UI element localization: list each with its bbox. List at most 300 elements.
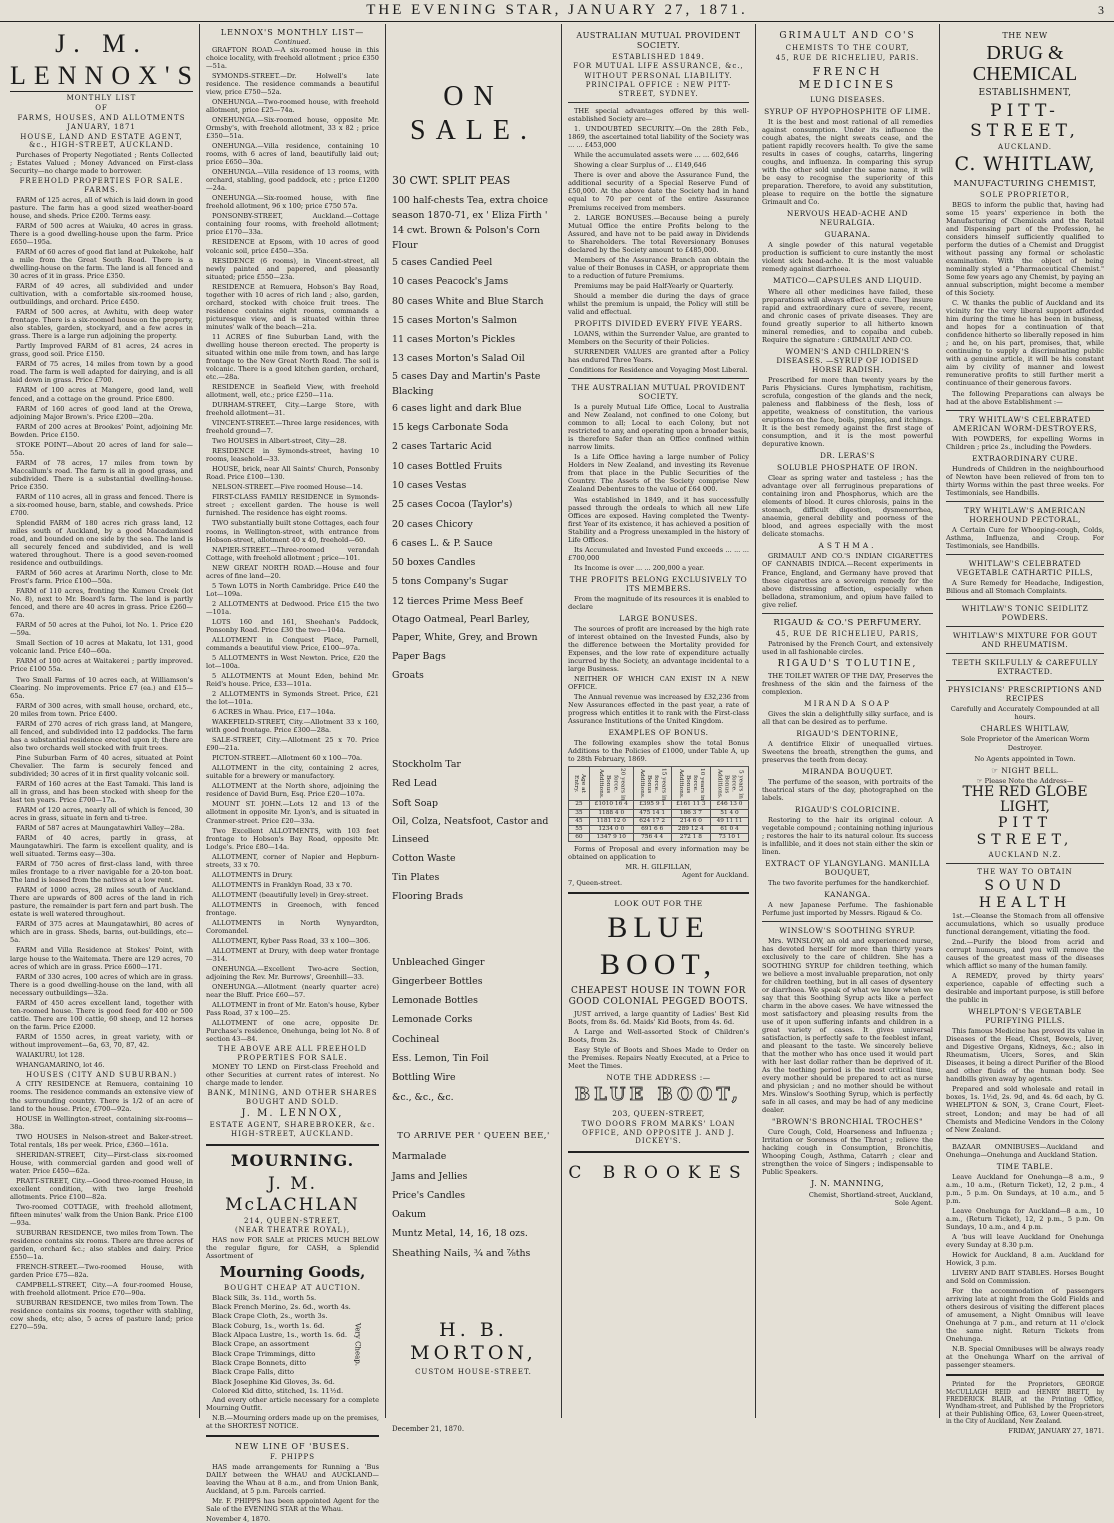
lennox-sub1: MONTHLY LIST [66, 94, 137, 103]
table-cell: 475 14 1 [633, 809, 671, 817]
bouquet-heading: MIRANDA BOUQUET. [801, 766, 894, 776]
mourning-list-block [206, 1294, 379, 1396]
divider [946, 626, 1104, 627]
list-item: Jams and Jellies [392, 1170, 468, 1182]
rigaud-paragraph: Gives the skin a delightfully silky surface, and is all that can be desired as to perfume. [762, 709, 933, 726]
time-table-entry: A 'bus will leave Auckland for Onehunga every Sunday at 8.30 p.m. [946, 1232, 1104, 1249]
list-item: ALLOTMENT at Drury, with deep water frontage—314. [206, 946, 379, 963]
list-item: CAMPBELL-STREET, City.—A four-roomed House, with freehold allotment. Price £70—90a. [10, 1281, 193, 1298]
amps-sub: FOR MUTUAL LIFE ASSURANCE, &c., [573, 62, 744, 71]
list-item: 12 tierces Prime Mess Beef [392, 595, 523, 607]
whitlaw-paragraph: C. W. thanks the public of Auckland and its vicinity for the very liberal support afforded him during the time he has been in business, and hopes for a continuation of that confidence hitherto so liberally reposed in him ; and he, on his part, promises, that, while continuing to supply a discriminating public with a genuine article, it will be his constant aim by civility of manner and lowest remunerative profits to still further merit a continuance of their generous favors. [946, 299, 1104, 388]
list-item: 5 cases Day and Martin's Paste Blacking [392, 370, 541, 397]
amps-paragraph: Is a purely Mutual Life Office, Local to Australia and New Zealand, not confined to one Colony, but common to all; Local to each Colony, but not restricted to any, and operating upon a broader basis, is therefore Safer than an Office confined within narrow limits. [568, 403, 749, 452]
mourning-list [206, 1294, 351, 1396]
rigaud-paragraph: Patronised by the French Court, and extensively used in all fashionable circles. [762, 639, 933, 656]
list-item: SHERIDAN-STREET, City—First-class six-roomed House, with commercial garden and good well of water. Price £450—62a. [10, 1150, 193, 1175]
list-item: FIRST-CLASS FAMILY RESIDENCE in Symonds-street ; excellent garden. The house is well furnished. The residence has eight rooms. [206, 493, 379, 518]
night-bell-label: NIGHT BELL. [1001, 765, 1059, 775]
list-item: 10 cases Bottled Fruits [392, 460, 503, 472]
divider [206, 1435, 379, 1437]
time-table-entry: Howick for Auckland, 8 a.m. Auckland for Howick, 3 p.m. [946, 1250, 1104, 1267]
table-cell: 61 0 4 [711, 825, 749, 833]
brown-paragraph: Cure Cough, Cold, Hoarseness and Influenza ; Irritation or Soreness of the Throat ; relieve the hacking cough in Consumption, Bronchitis, Whooping Cough, Asthma, Catarrh ; clear and strengthen the voice of Singers ; indispensable to Public Speakers. [762, 1128, 933, 1177]
buses-date: November 4, 1870. [206, 1514, 271, 1523]
sole-proprietor: SOLE PROPRIETOR, [980, 191, 1070, 200]
list-item: FARM of 100 acres at Waitakerei ; partly improved. Price £100 55a. [10, 657, 193, 674]
grimault-heading: GRIMAULT AND CO'S [779, 31, 916, 41]
buses-heading: NEW LINE OF 'BUSES. [235, 1442, 350, 1452]
divider [946, 501, 1104, 502]
red-globe-heading: THE RED GLOBE LIGHT, [962, 783, 1088, 816]
rigaud-paragraph: The perfume of the season, with portraits of the theatrical stars of the day, photographed on the labels. [762, 777, 933, 802]
brookes-heading: C BROOKES [568, 1162, 749, 1183]
list-item: ALLOTMENTS in North Wynyardton, Coromandel. [206, 918, 379, 935]
list-item: FARM of 750 acres of first-class land, with three miles frontage to a river navigable for a 20-ton boat. The land is leased from the natives at a low rent. [10, 860, 193, 885]
winslow-paragraph: Mrs. WINSLOW, an old and experienced nurse, has devoted herself for more than thirty years exclusively to the care of children. She has a SOOTHING SYRUP for children teething, which we believe a most invaluable preparation, not only for children teething, but in all cases of dysentery or diarrhoea. We speak of what we know when we say that this Soothing Syrup acts like a perfect charm in the above cases. We have witnessed the most satisfactory and pleasing results from the use of it upon suffering infants and children in a great variety of cases. It gives universal satisfaction, is perfectly safe to the feeblest infant, and pleasant to the taste. We sincerely believe that the mother who has once used it would part with her last dollar rather than be deprived of it. As the teething period is the most critical time, every mother should be prepared to act as nurse and physician ; and no mother should be without Mrs. Winslow's Soothing Syrup, which is perfectly safe in all cases, and may be had of any medicine dealer. [762, 937, 933, 1115]
amps-paragraph: The following examples show the total Bonus Additions to the Policies of £1000, under Table A, up to 28th February, 1869. [568, 739, 749, 764]
health-paragraph: This famous Medicine has proved its value in Diseases of the Head, Chest, Bowels, Liver, and Digestive Organs, Kidneys, &c.; also in Rheumatism, Ulcers, Sores, and Skin Diseases, it being a direct Purifier of the Blood and other fluids of the human body. See handbills given away by agents. [946, 1027, 1104, 1084]
list-item: DURHAM-STREET, City.—Large Store, with freehold allotment—31. [206, 401, 379, 418]
list-item: Splendid FARM of 180 acres rich grass land, 12 miles south of Auckland, by a good Macadamised road, and bounded on one side by the sea. The land is all securely fenced and subdivided, and is well watered throughout. There is a good seven-roomed residence and outbuildings. [10, 518, 193, 568]
mourning-outfit: And every other article necessary for a complete Mourning Outfit. [206, 1396, 379, 1413]
divider [946, 554, 1104, 555]
list-item: Black Josephine Kid Gloves, 3s. 6d. [212, 1377, 335, 1386]
list-item: 15 kegs Carbonate Soda [392, 422, 509, 434]
pitt-street-heading: PITT-STREET, [970, 100, 1080, 142]
divider [946, 653, 1104, 654]
health-paragraph: 2nd.—Purify the blood from acrid and corrupt humours, and you will remove the causes of the greatest mass of the diseases which afflict so many of the human family. [946, 937, 1104, 970]
lennox-intro: Purchases of Property Negotiated ; Rents Collected ; Estates Valued ; Money Advanced on First-class Security—no charge made to borrower. [10, 150, 193, 175]
table-row [569, 809, 749, 817]
mourning-nb: N.B.—Mourning orders made up on the premises, at the SHORTEST NOTICE. [206, 1414, 379, 1431]
health-paragraph: A REMEDY, proved by thirty years' experience, capable of effecting such a desirable and important purpose, is still before the public in [946, 972, 1104, 1005]
list-item: Marmalade [392, 1151, 447, 1163]
manning-name: J. N. MANNING, [810, 1179, 885, 1189]
examples-heading: EXAMPLES OF BONUS. [608, 728, 709, 738]
whitlaw-paragraph: A Certain Cure for Whooping-cough, Colds, Asthma, Influenza, and Croup. For Testimonials, see Handbills. [946, 525, 1104, 550]
table-cell: 272 1 8 [671, 833, 710, 841]
health-paragraph: 1st.—Cleanse the Stomach from all offensive accumulations, which so usually produce functional derangement, vitiating the food. [946, 911, 1104, 936]
gout-heading: WHITLAW'S MIXTURE FOR GOUT AND RHEUMATISM. [952, 631, 1098, 650]
table-cell: 49 11 11 [711, 817, 749, 825]
list-item: RESIDENCE at Epsom, with 10 acres of good volcanic soil, price £450—35a. [206, 238, 379, 255]
amps-paragraph: Its Income is over ... ... 200,000 a year. [574, 563, 705, 572]
leras-subheading: SOLUBLE PHOSPHATE OF IRON. [777, 463, 918, 473]
list-item: SUBURBAN RESIDENCE, two miles from Town. The residence contains six rooms. There are three acres of garden, orchard &c.; also stables and dairy. Price £550—1a. [10, 1228, 193, 1262]
list-item: NAPIER-STREET.—Three-roomed verandah Cottage, with freehold allotment ; price—101. [206, 545, 379, 562]
columns [4, 24, 1110, 1523]
blue-boot-title: BLUE BOOT, [600, 910, 717, 981]
amps-paragraph: Is a Life Office having a large number of Policy Holders in New Zealand, and investing its Revenue from that place in the Public Securities of the Country. The Assets of the Society comprise New Zealand Debentures to the value of £64 000. [568, 453, 749, 494]
list-item: SALE-STREET, City.—Allotment 25 x 70. Price £90—21a. [206, 736, 379, 753]
lennox-agent: HOUSE, LAND AND ESTATE AGENT, &c., HIGH-STREET, AUCKLAND. [20, 132, 183, 150]
large-bonuses: LARGE BONUSES. [619, 613, 698, 623]
divider [568, 1151, 749, 1153]
amps-office: PRINCIPAL OFFICE : NEW PITT-STREET, SYDNEY. [585, 81, 732, 98]
list-item: FARM of 49 acres, all subdivided and under cultivation, with a comfortable six-roomed house, outbuildings, and orchard. Price £450. [10, 282, 193, 307]
leras-heading: DR. LERAS'S [819, 451, 876, 461]
list-item: 80 cases White and Blue Starch [392, 295, 544, 307]
list-item: ALLOTMENT in Conquest Place, Parnell, commands a beautiful view. Price, £100—97a. [206, 635, 379, 652]
kananga-heading: KANANGA. [824, 890, 871, 900]
list-item: Cochineal [392, 1033, 440, 1045]
table-header: 5 years in force. Bonus Additions. [711, 767, 749, 801]
auckland-label: AUCKLAND. [998, 143, 1052, 152]
on-sale-date: December 21, 1870. [392, 1424, 465, 1433]
list-item: Two Small Farms of 10 acres each, at Williamson's Clearing. No improvements. Price £7 (ea.) and £15—65a. [10, 675, 193, 700]
list-item: HOUSE in Wellington-street, containing six-rooms—38a. [10, 1114, 193, 1131]
table-cell: 1347 9 10 [589, 833, 633, 841]
divider [568, 892, 749, 894]
list-item: FARM of 100 acres at Mangere, good land, well fenced, and a cottage on the ground. Price £800. [10, 386, 193, 403]
list-item: Lemonade Bottles [392, 995, 478, 1007]
table-row [569, 801, 749, 809]
table-cell: 55 [569, 825, 590, 833]
rigaud-paragraph: THE TOILET WATER OF THE DAY, Preserves the freshness of the skin and the fairness of the complexion. [762, 671, 933, 696]
amps-established: ESTABLISHED 1849. [612, 52, 705, 61]
very-cheap-label: Very Cheap. [353, 1323, 362, 1367]
amps-paragraph: Should a member die during the days of grace whilst the premium is unpaid, the Policy will still be valid and effectual. [568, 291, 749, 316]
list-item: TWO HOUSES in Nelson-street and Baker-street. Total rentals, 18s per week. Price, £360—161a. [10, 1132, 193, 1149]
list-item: Tin Plates [392, 872, 440, 884]
bonus-table [568, 766, 749, 841]
guarana-heading: GUARANA. [824, 230, 871, 240]
list-item: FARM of 270 acres of rich grass land, at Mangere, all fenced, and subdivided into 12 paddocks. The farm has a substantial residence erected upon it; there are also two orchards well stocked with fruit trees. [10, 719, 193, 752]
table-cell: 25 [569, 801, 590, 809]
whitlaw-paragraph: The following Preparations can always be had at the above Establishment :— [946, 389, 1104, 406]
list-item: 5 tons Company's Sugar [392, 576, 508, 588]
divider [762, 921, 933, 922]
bought-cheap: BOUGHT CHEAP AT AUCTION. [223, 1284, 361, 1293]
list-item: FARM of 560 acres at Ararimu North, close to Mr. Frost's farm. Price £100—50a. [10, 569, 193, 586]
list-item: FARM of 78 acres, 17 miles from town by Maccallum's road. The farm is all in good grass, and subdivided. There is a substantial dwelling-house. Price £350. [10, 458, 193, 491]
list-item: PRATT-STREET, City.—Good three-roomed House, in excellent condition, with two large freehold allotments. Price £100—82a. [10, 1176, 193, 1201]
time-table-heading: TIME TABLE. [996, 1161, 1054, 1171]
list-item: 5 ALLOTMENTS at Mount Eden, behind Mr. Reid's house. Price, £33—101a. [206, 672, 379, 689]
list-item: WAIAKURU, lot 128. [16, 1050, 85, 1059]
table-cell: £1010 16 4 [589, 801, 633, 809]
list-item: Soft Soap [392, 797, 438, 809]
list-item: FRENCH-STREET.—Two-roomed House, with garden Price £75—82a. [10, 1263, 193, 1280]
shares-note: BANK, MINING, AND OTHER SHARES BOUGHT AND SOLD. [207, 1089, 378, 1106]
table-cell: 214 6 0 [671, 817, 710, 825]
amps-paragraph: LOANS, within the Surrender Value, are granted to Members on the Security of their Policies. [568, 329, 749, 346]
profits-members: THE PROFITS BELONG EXCLUSIVELY TO ITS MEMBERS. [569, 574, 748, 593]
coloricine-heading: RIGAUD'S COLORICINE. [794, 805, 901, 815]
amps-paragraph: Its Accumulated and Invested Fund exceeds ... ... ... £700,000 [568, 545, 749, 562]
morton-address: CUSTOM HOUSE-STREET. [415, 1368, 532, 1377]
table-cell: £161 11 3 [671, 801, 710, 809]
charles-whitlaw: CHARLES WHITLAW, [980, 724, 1070, 734]
nervous-heading: NERVOUS HEAD-ACHE AND NEURALGIA. [786, 209, 909, 228]
masthead-title: THE EVENING STAR, JANUARY 27, 1871. [366, 2, 748, 18]
list-item: PONSONBY-STREET, Auckland.—Cottage containing four rooms, with freehold allotment; price £170—33a. [206, 212, 379, 237]
table-row [569, 817, 749, 825]
mclachlan-intro: HAS now FOR SALE at PRICES MUCH BELOW the regular figure, for CASH, a Splendid Assortment of [206, 1235, 379, 1260]
lennox-date: JANUARY, 1871 [67, 123, 136, 132]
list-item: Cotton Waste [392, 852, 456, 864]
list-item: Stockholm Tar [392, 759, 461, 771]
worm-destroyer-heading: TRY WHITLAW'S CELEBRATED AMERICAN WORM-DESTROYERS, [952, 414, 1098, 433]
list-item: Bottling Wire [392, 1072, 456, 1084]
list-item: RESIDENCE in Seafield View, with freehold allotment, well, etc.; price £250—11a. [206, 383, 379, 400]
amps-paragraph: NEITHER OF WHICH CAN EXIST IN A NEW OFFICE. [568, 675, 749, 692]
table-cell: 186 3 7 [671, 809, 710, 817]
table-header: 20 years in force. Bonus Additions. [589, 767, 633, 801]
table-header: 15 years in force. Bonus Additions. [633, 767, 671, 801]
list-item: ONEHUNGA.—Excellent Two-acre Section, adjoining the Rev. Mr. Burrows', Greenhill—33. [206, 965, 379, 982]
list-item: ALLOTMENTS in Franklyn Road, 33 x 70. [212, 880, 353, 889]
lennox-sub2: OF [95, 103, 108, 112]
amps-paragraph: Premiums may be paid Half-Yearly or Quarterly. [574, 281, 734, 290]
table-cell: 1234 0 0 [589, 825, 633, 833]
spacer [392, 1107, 555, 1125]
list-item: FARM of 500 acres at Waiuku, 40 acres in grass. There is a good dwelling-house upon the farm. Price £650—195a. [10, 221, 193, 246]
list-item: FARM of 500 acres, at Awhitu, with deep water frontage. There is a six-roomed house on the property, also stables, garden, stockyard, and a few acres in grass. There is a large run adjoining the property. [10, 308, 193, 341]
amps-paragraph: There is over and above the Assurance Fund, the additional security of a Special Reserve Fund of £50,000. At the above date the Society had in hand equal to 70 per cent of the entire Assurance Premiums received from members. [568, 171, 749, 212]
asthma-heading: ASTHMA. [818, 541, 877, 551]
divider [946, 863, 1104, 864]
conditions: Conditions for Residence and Voyaging Most Liberal. [569, 366, 748, 375]
buses-text: HAS made arrangements for Running a 'Bus DAILY between the WHAU and AUCKLAND—leaving the Whau at 8 a.m., and from Union Bank, Auckland, at 5 p.m. Parcels carried. [206, 1462, 379, 1495]
table-cell: 51 4 0 [711, 809, 749, 817]
list-item: ALLOTMENT (beautifully level) in Grey-street. [212, 890, 369, 899]
column-lennox-list [4, 24, 200, 1418]
list-item: SYMONDS-STREET.—Dr. Holwell's late residence. The residence commands a beautiful view, price £750—52a. [206, 71, 379, 96]
list-item: FARM of 330 acres, 100 acres of which are in grass. There is a good dwelling-house on the land, with all necessary outbuildings—32a. [10, 972, 193, 997]
whitlaw-paragraph: A Sure Remedy for Headache, Indigestion, Bilious and all Stomach Complaints. [946, 579, 1104, 596]
list-item: 5 ALLOTMENTS in West Newton. Price, £20 the lot—100a. [206, 653, 379, 670]
list-item: RESIDENCE in Symonds-street, having 10 rooms, leasehold—33. [206, 447, 379, 464]
list-item: FARM of 587 acres at Maungatawhiri Valley—28a. [16, 824, 185, 833]
amps-paragraph: Members of the Assurance Branch can obtain the value of their Bonuses in CASH, or appropriate them to a reduction of future Premiums. [568, 255, 749, 280]
pitt-street-2: PITT STREET, [976, 815, 1074, 849]
time-table-entry: N.B. Special Omnibuses will be always ready at the Onehunga Wharf on the arrival of passenger steamers. [946, 1345, 1104, 1370]
lennox-continued-heading: LENNOX'S MONTHLY LIST— [220, 28, 365, 37]
list-item: 2 cases Tartaric Acid [392, 441, 492, 453]
houses-heading: HOUSES (CITY AND SUBURBAN.) [26, 1070, 177, 1079]
blue-boot-outline: BLUE BOOT, [574, 1084, 743, 1106]
list-item: 50 boxes Candles [392, 557, 476, 569]
column-lennox-continued [200, 24, 386, 1523]
list-item: ALLOTMENTS in Greenoch, with fenced frontage. [206, 900, 379, 917]
list-item: Black Crape Trimmings, ditto [212, 1349, 316, 1358]
list-item: ONEHUNGA.—Villa residence of 13 rooms, with orchard, stabling, good paddock, etc ; price £1200—24a. [206, 168, 379, 193]
list-item: 25 cases Cocoa (Taylor's) [392, 499, 513, 511]
table-row [569, 825, 749, 833]
list-item: Black Silk, 3s. 11d., worth 5s. [212, 1293, 317, 1302]
phipps-name: F. PHIPPS [269, 1453, 315, 1462]
list-item: 100 half-chests Tea, extra choice season 1870-71, ex ' Eliza Firth ' [392, 194, 549, 221]
list-item: Black Alpaca Lustre, 1s., worth 1s. 6d. [212, 1330, 348, 1339]
list-item: SUBURBAN RESIDENCE, two miles from Town. The residence contains six rooms, together with stabling, cow sheds, etc; also, 5 acres of pasture land; price £270—59a. [10, 1299, 193, 1332]
amps-paragraph: The sources of profit are increased by the high rate of interest obtained on the Invested Funds, also by the difference between the Mortality provided for Expenses, and the low rate of expenditure actually incurred by the Society, an advantage incidental to a large Business. [568, 624, 749, 674]
table-cell: 1188 4 0 [589, 809, 633, 817]
amps-paragraph: Forms of Proposal and every information may be obtained on application to [568, 844, 749, 861]
list-item: PICTON-STREET.—Allotment 60 x 100—70a. [212, 754, 363, 763]
blue-boot-address: 203, QUEEN-STREET, [612, 1109, 705, 1119]
list-item: FARM of 50 acres at the Puhoi, lot No. 1. Price £20 —59a. [10, 621, 193, 638]
list-item: ALLOTMENT in front of Mr. Eaton's house, Kyber Pass Road, 37 x 100—25. [206, 1001, 379, 1018]
whitlaw-paragraph: BEGS to inform the public that, having had some 15 years' experience in both the Manufacturing of Chemicals and the Retail and Dispensing part of the Profession, he considers himself sufficiently qualified to perform the duties of a Chemist and Druggist without passing any formal or scholastic examination. With the object of being nominally styled a "Pharmaceutical Chemist." Some few years ago any Chemist, by paying an annual subscription, might become a member of this Society. [946, 200, 1104, 298]
list-item: NEW GREAT NORTH ROAD.—House and four acres of fine land—20. [206, 563, 379, 580]
list-item: ONEHUNGA.—Allotment (nearly quarter acre) near the Bluff. Price £60—57. [206, 983, 379, 1000]
whitlaw-paragraph: Hundreds of Children in the neighbourhood of Newton have been relieved of from ten to thirty Worms within the past three weeks. For Testimonials, see Handbills. [946, 464, 1104, 497]
list-item: ONEHUNGA.—Six-roomed house, with fine freehold allotment, 96 x 100; price £750 57a. [206, 194, 379, 211]
list-item: 5 Town LOTS in North Cambridge. Price £40 the Lot—109a. [206, 581, 379, 598]
grimault-paragraph: Clear as spring water and tasteless ; has the advantage over all ferruginous preparations of containing iron and Phosphorus, which are the elements of blood. It cures chlorosis, pains in the stomach, difficult digestion, dysmenorrhea, anaemia, general debility and poorness of the blood, and agrees especially with the most delicate stomachs. [762, 474, 933, 539]
divider [946, 410, 1104, 411]
table-header: 10 years in force. Bonus Additions. [671, 767, 710, 801]
farms-heading: FARMS. [84, 186, 119, 195]
column-amps [562, 24, 756, 1418]
list-item: Muntz Metal, 14, 16, 18 ozs. [392, 1228, 528, 1240]
list-item: ONEHUNGA.—Villa residence, containing 10 rooms, with 6 acres of land, beautifully laid out; price £650—30a. [206, 142, 379, 167]
bazaar-heading: BAZAAR OMNIBUSES—Auckland and Onehunga—Onehunga and Auckland Station. [946, 1142, 1104, 1159]
list-item: RESIDENCE (6 rooms), in Vincent-street, all newly painted and papered, and pleasantly situated; price £550—23a. [206, 256, 379, 281]
lookout-heading: LOOK OUT FOR THE [614, 898, 703, 908]
table-cell: £46 13 0 [711, 801, 749, 809]
list-item: GRAFTON ROAD.—A six-roomed house in this choice locality, with freehold allotment ; price £350—51a. [206, 45, 379, 70]
agent-title: Agent for Auckland. [682, 870, 749, 879]
amps-sub2: WITHOUT PERSONAL LIABILITY. [584, 71, 733, 80]
rigaud-address: 45, RUE DE RICHELIEU, PARIS, [775, 630, 920, 639]
list-item: WAKEFIELD-STREET, City.—Allotment 33 x 160, with good frontage. Price £300—28a. [206, 718, 379, 735]
morton-name: H. B. MORTON, [410, 1318, 537, 1365]
prescriptions-text: Carefully and Accurately Compounded at all hours. [950, 705, 1100, 722]
pointing-hand-icon: ☞ [976, 776, 985, 785]
grimault-paragraph: GRIMAULT AND CO.'S INDIAN CIGARETTES OF CANNABIS INDICA.—Recent experiments in France, England, and Germany have proved that these cigarettes are a sovereign remedy for the above distressing affection, especially when belladona, stramonium, and opium have failed to give relief. [762, 552, 933, 609]
way-to-obtain: THE WAY TO OBTAIN [977, 868, 1073, 877]
list-item: FARM of 160 acres of good land at the Orewa, adjoining Major Brown's. Price £200—20a. [10, 404, 193, 421]
list-item: FARM of 110 acres, fronting the Kumeu Creek (lot No. 8), next to Mr. Board's farm. The land is partly fenced, and there are 40 acres in grass. Price £260—67a. [10, 587, 193, 620]
tolutine-heading: RIGAUD'S TOLUTINE, [777, 658, 918, 669]
mclachlan-name: J. M. McLACHLAN [225, 1174, 360, 1215]
on-sale-heading: ON SALE. [410, 81, 537, 147]
grimault-paragraph: A single powder of this natural vegetable production is sufficient to cure instantly the most violent sick head-ache. It is the most valuable remedy against diarrhoea. [762, 241, 933, 274]
blue-boot-paragraph: A Large and Well-assorted Stock of Children's Boots, from 2s. [568, 1028, 749, 1045]
buses-agent: Mr. F. PHIPPS has been appointed Agent for the Sale of the EVENING STAR at the Whau. [206, 1496, 379, 1513]
imprint-date: FRIDAY, JANUARY 27, 1871. [1008, 1427, 1104, 1436]
spacer [392, 685, 555, 755]
lung-heading: LUNG DISEASES. [810, 94, 885, 104]
list-item: Two HOUSES in Albert-street, City—28. [212, 437, 347, 446]
manufacturing-chemist: MANUFACTURING CHEMIST, [953, 178, 1097, 189]
syrup-heading: SYRUP OF HYPOPHOSPHITE OF LIME. [764, 106, 931, 116]
list-item: FARM of 120 acres, nearly all of which is fenced, 30 acres in grass, situate in fern and ti-tree. [10, 805, 193, 822]
goods-list [392, 170, 555, 685]
table-cell: 289 12 4 [671, 825, 710, 833]
table-cell: £395 9 1 [633, 801, 671, 809]
time-table-entry: Leave Auckland for Onehunga—8 a.m., 9 a.m., 10 a.m., (Return Ticket), 12, 2 p.m., 4 p.m., 5 p.m. On Sundays, at 10 a.m., and 5 p.m. [946, 1172, 1104, 1205]
table-cell: 60 [569, 833, 590, 841]
list-item: 10 cases Peacock's Jams [392, 276, 509, 288]
list-item: 14 cwt. Brown & Polson's Corn Flour [392, 224, 541, 251]
divider [946, 599, 1104, 600]
list-item: 30 CWT. SPLIT PEAS [392, 174, 511, 188]
agent-name: MR. H. GILFILLAN, [625, 862, 692, 871]
amps-paragraph: SURRENDER VALUES are granted after a Policy has endured Three Years. [568, 348, 749, 365]
list-item: FARM of 1000 acres, 28 miles south of Auckland. There are upwards of 800 acres of the land in rich pasture, the remainder is part fern and part bush. The estate is well watered throughout. [10, 886, 193, 919]
extraordinary-cure: EXTRAORDINARY CURE. [971, 453, 1079, 463]
list-item: FARM of 450 acres excellent land, together with ten-roomed house. There is good feed for 400 or 500 cattle. There are 100 cattle, 60 sheep, and 12 horses on the farm. Price £2000. [10, 998, 193, 1031]
french-medicines: FRENCH MEDICINES [798, 65, 897, 92]
list-item: FARM of 110 acres, all in grass and fenced. There is a six-roomed house, barn, stable, and cowsheds. Price £700. [10, 492, 193, 517]
health-paragraph: Prepared and sold wholesale and retail in boxes, 1s. 1½d, 2s. 9d, and 4s. 6d each, by G. WHELPTON & SON, 3, Crane Court, Fleet-street, London; and may be had of all Chemists and Medicine Vendors in the Colony of New Zealand. [946, 1085, 1104, 1134]
list-item: ALLOTMENTS in Drury. [212, 870, 293, 879]
amps-heading: AUSTRALIAN MUTUAL PROVIDENT SOCIETY. [576, 31, 741, 50]
mourning-goods-heading: Mourning Goods, [219, 1262, 366, 1281]
list-item: Two-roomed COTTAGE, with freehold allotment, fifteen minutes' walk from the Union Bank. Price £100—93a. [10, 1202, 193, 1227]
list-item: 6 cases L. & P. Sauce [392, 537, 493, 549]
table-cell: 691 6 6 [633, 825, 671, 833]
divider [946, 1374, 1104, 1376]
table-header: Age at Entry. [569, 767, 590, 801]
grimault-paragraph: It is the best and most rational of all remedies against consumption. Under its influence the cough abates, the night sweats cease, and the patient rapidly recovers health. To give the same results in cases of coughs, catarrhs, lingering coughs, and influenza. In comparing this syrup with the other sold under the same name, it will be easy to recognise the superiority of this preparation. Therefore, to avoid any substitution, please to require on the bottle the signature Grimault and Co. [762, 117, 933, 207]
list-item: FARM of 1550 acres, in great variety, with or without improvement—6a, 63, 70, 87, 42. [10, 1032, 193, 1049]
list-item: Otago Oatmeal, Pearl Barley, Paper, White, Grey, and Brown [392, 613, 538, 643]
list-item: Paper Bags [392, 650, 446, 662]
list-item: NELSON-STREET.—Five roomed House—14. [212, 483, 363, 492]
amps-paragraph: The Annual revenue was increased by £32,236 from New Assurances effected in the past year, a rate of progress which entitles it to rank with the First-class Assurance Institutions of the United Kingdom. [568, 693, 749, 726]
amps-paragraph: While the accumulated assets were ... ... 602,646 [574, 151, 739, 160]
list-item: Two Excellent ALLOTMENTS, with 103 feet frontage to Hobson's Bay Road, opposite Mr. Lodge's. Price £80—14a. [206, 826, 379, 851]
table-cell: 1181 12 0 [589, 817, 633, 825]
list-item: 20 cases Chicory [392, 518, 473, 530]
amps-paragraph: THE special advantages offered by this well-established Society are— [568, 107, 749, 124]
mclachlan-near: (NEAR THEATRE ROYAL), [234, 1226, 351, 1235]
list-item: FARM of 125 acres, all of which is laid down in good pasture. The farm has a good sized weather-board house, and sheds. Price £200. Terms easy. [10, 195, 193, 220]
list-item: Groats [392, 669, 424, 681]
rigaud-paragraph: A new Japanese Perfume. The fashionable Perfume just imported by Messrs. Rigaud & Co. [762, 901, 933, 918]
list-item: Black Crape Bonnets, ditto [212, 1358, 307, 1367]
seidlitz-heading: WHITLAW'S TONIC SEIDLITZ POWDERS. [961, 604, 1089, 623]
list-item: FARM and Villa Residence at Stokes' Point, with large house to the Waitemata. There are 129 acres, 70 acres of which are in grass. Price £600—171. [10, 946, 193, 971]
list-item: ALLOTMENT at the North shore, adjoining the residence of David Burn, Esq. Price £20—107a. [206, 782, 379, 799]
list-item: ONEHUNGA.—Two-roomed house, with freehold allotment, price £25—74a. [206, 97, 379, 114]
table-cell: 45 [569, 817, 590, 825]
prescriptions-heading: PHYSICIANS' PRESCRIPTIONS AND RECIPES [947, 685, 1103, 704]
sound-health-heading: SOUND HEALTH [978, 877, 1072, 911]
divider [206, 1144, 379, 1146]
list-item: RESIDENCE at Remuera, Hobson's Bay Road, together with 10 acres of rich land ; also, garden, orchard, stocked with choice fruit trees. The residence contains eight rooms, commands a picturesque view, and is situated within three minutes' walk of the beach—21a. [206, 282, 379, 331]
amps-paragraph: 1. UNDOUBTED SECURITY.—On the 28th Feb., 1869, the ascertained total liability of the Society was ... ... £453,000 [568, 125, 749, 150]
table-cell: 756 4 4 [633, 833, 671, 841]
list-item: FARM of 300 acres, with small house, orchard, etc., 20 miles from town. Price £400. [10, 701, 193, 718]
time-table-entry: Leave Onehunga for Auckland—8 a.m., 10 a.m., (Return Ticket), 12, 2 p.m., 5 p.m. On Sundays, 10 a.m., and 4 p.m. [946, 1206, 1104, 1231]
arrive-heading: TO ARRIVE PER ' QUEEN BEE,' [397, 1130, 550, 1141]
list-item: TWO substantially built stone Cottages, each four rooms, in Wellington-street, with entrance from Hobson-street, allotment 40 x 40, freehold—60. [206, 519, 379, 544]
list-item: ALLOTMENT, corner of Napier and Hepburn-streets, 33 x 70. [206, 852, 379, 869]
manning-title: Chemist, Shortland-street, Auckland, [808, 1191, 933, 1200]
list-item: LOTS 160 and 161, Sheehan's Paddock, Ponsonby Road. Price £30 the two—104a. [206, 617, 379, 634]
list-item: 11 cases Morton's Pickles [392, 334, 516, 346]
horehound-heading: TRY WHITLAW'S AMERICAN HOREHOUND PECTORAL, [964, 505, 1086, 524]
list-item: A CITY RESIDENCE at Remuera, containing 10 rooms. The residence commands an extensive view of the surrounding country. There is 1/2 of an acre of land to the house. Price, £700—92a. [10, 1080, 193, 1113]
list-item: Price's Candles [392, 1189, 466, 1201]
list-item: FARM of 40 acres, partly in grass, at Maungatawhiri. The farm is excellent quality, and is well situated. Terms easy—30a. [10, 834, 193, 859]
table-header-row [569, 767, 749, 801]
lennox-sub3: FARMS, HOUSES, AND ALLOTMENTS [17, 113, 186, 122]
list-item: Black Crape Cloth, 2s., worth 3s. [212, 1312, 328, 1321]
list-item: Oil, Colza, Neatsfoot, Castor and Linseed [392, 816, 549, 845]
rigaud-paragraph: The two favorite perfumes for the handkerchief. [768, 879, 930, 888]
time-table-entry: For the accommodation of passengers arriving late at night from the Gold Fields and others desirous of visiting the different places of amusement, a Night Omnibus will leave Onehunga at 7 p.m., and return at 11 o'clock the same night. Return Tickets from Onehunga. [946, 1287, 1104, 1344]
freehold-note: THE ABOVE ARE ALL FREEHOLD PROPERTIES FOR SALE. [217, 1045, 368, 1062]
agent-address: 7, Queen-street. [568, 878, 623, 887]
list-item: Flooring Brads [392, 891, 464, 903]
